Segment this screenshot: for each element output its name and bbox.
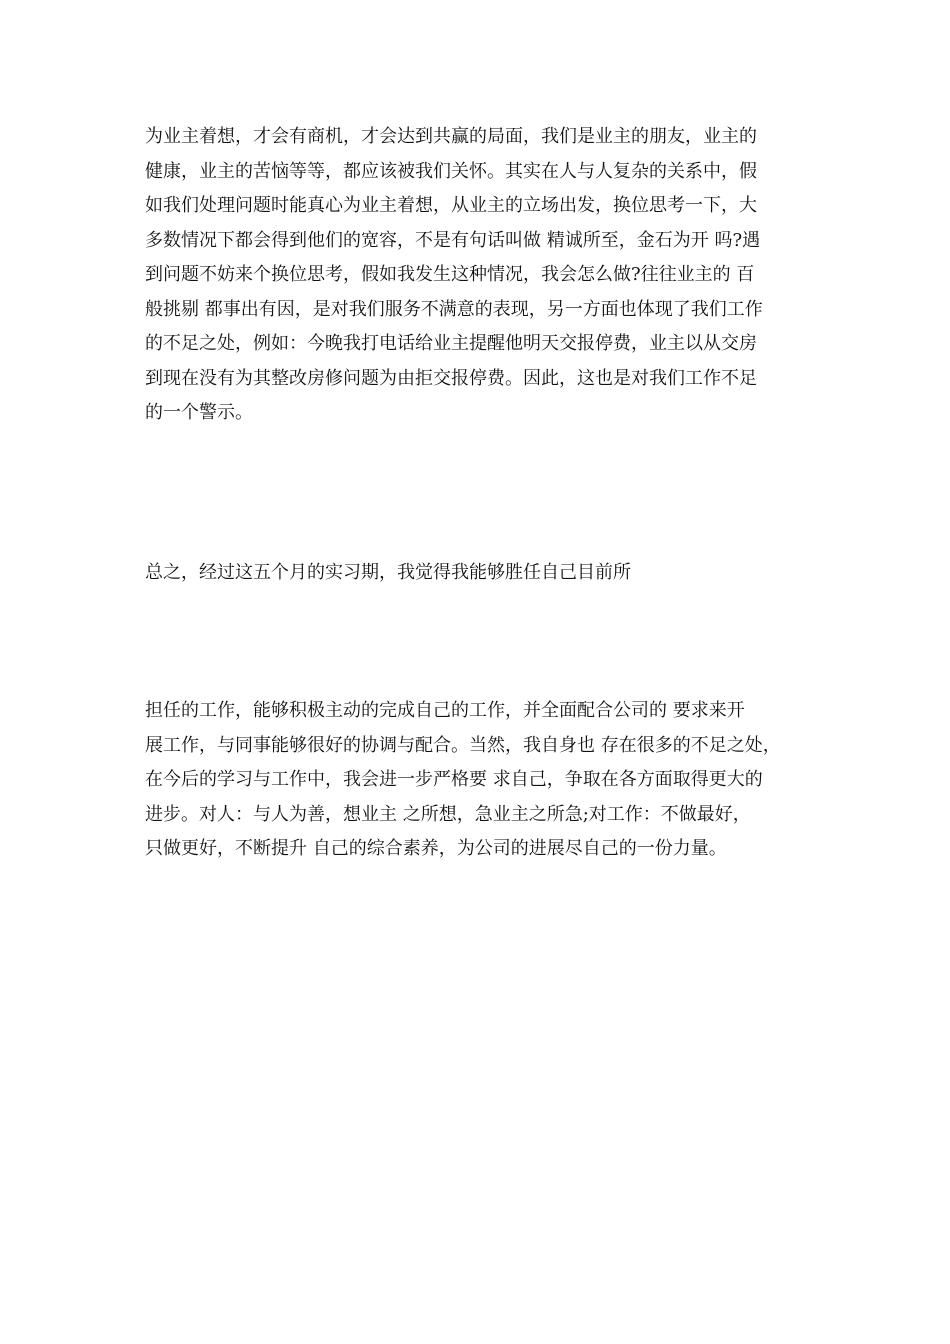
- paragraph-line: 健康，业主的苦恼等等，都应该被我们关怀。其实在人与人复杂的关系中，假: [145, 160, 757, 182]
- paragraph-line: 如我们处理问题时能真心为业主着想，从业主的立场出发，换位思考一下，大: [145, 195, 757, 216]
- paragraph-line: 总之，经过这五个月的实习期，我觉得我能够胜任自己目前所: [145, 562, 631, 583]
- paragraph-2: [145, 556, 815, 591]
- paragraph-line: 为业主着想，才会有商机，才会达到共赢的局面，我们是业主的朋友，业主的: [145, 126, 757, 147]
- paragraph-line: 的一个警示。: [145, 402, 253, 423]
- paragraph-line: 到现在没有为其整改房修问题为由拒交报停费。因此，这也是对我们工作不足: [145, 367, 757, 389]
- paragraph-line: 到问题不妨来个换位思考，假如我发生这种情况，我会怎么做?往往业主的 百: [145, 264, 755, 285]
- paragraph-line: 进步。对人：与人为善，想业主 之所想，急业主之所急;对工作：不做最好，: [145, 803, 751, 825]
- paragraph-line: 担任的工作，能够积极主动的完成自己的工作，并全面配合公司的 要求来开: [145, 700, 745, 721]
- paragraph-line: 般挑剔 都事出有因，是对我们服务不满意的表现，另一方面也体现了我们工作: [145, 298, 763, 320]
- paragraph-1: [145, 120, 815, 431]
- paragraph-line: 展工作，与同事能够很好的协调与配合。当然，我自身也 存在很多的不足之处，: [145, 734, 781, 756]
- paragraph-line: 只做更好，不断提升 自己的综合素养，为公司的进展尽自己的一份力量。: [145, 838, 727, 859]
- paragraph-line: 在今后的学习与工作中，我会进一步严格要 求自己，争取在各方面取得更大的: [145, 769, 763, 790]
- paragraph-line: 的不足之处，例如：今晚我打电话给业主提醒他明天交报停费，业主以从交房: [145, 333, 757, 354]
- paragraph-3: [145, 694, 815, 867]
- paragraph-line: 多数情况下都会得到他们的宽容，不是有句话叫做 精诚所至，金石为开 吗?遇: [145, 229, 761, 251]
